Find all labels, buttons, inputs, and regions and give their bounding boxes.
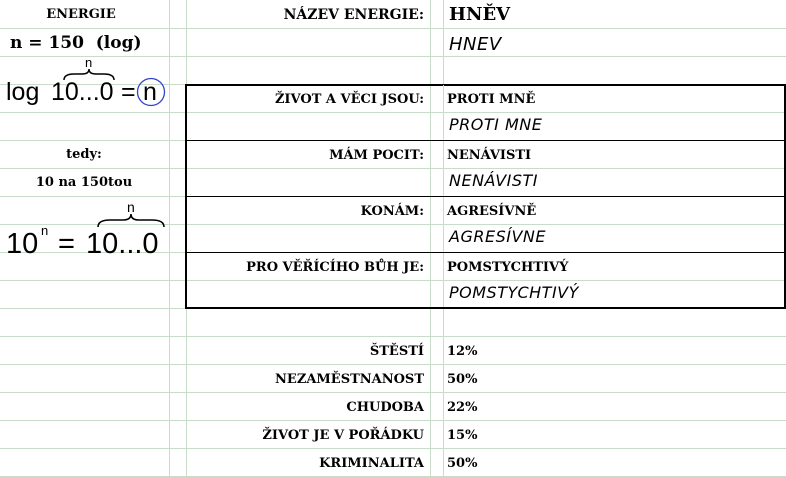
row-handwritten-pocit: NENÁVISTI	[449, 171, 539, 190]
row-handwritten-zivot: PROTI MNE	[449, 115, 543, 134]
row-label-pocit: MÁM POCIT:	[329, 148, 424, 163]
stat-label-nezamestnanost: NEZAMĚSTNANOST	[275, 372, 424, 387]
brace-icon	[62, 68, 116, 82]
power-brace-label: n	[127, 199, 135, 215]
log-n: n	[143, 78, 157, 106]
log-text: log	[6, 78, 40, 106]
log-number: 10...0	[51, 78, 114, 106]
stat-label-stesti: ŠTĚSTÍ	[369, 344, 424, 359]
row-handwritten-buh: POMSTYCHTIVÝ	[449, 283, 579, 302]
row-label-buh: PRO VĚŘÍCÍHO BŮH JE:	[246, 260, 424, 275]
row-value-buh: POMSTYCHTIVÝ	[447, 260, 569, 275]
stat-value-stesti: 12%	[447, 344, 478, 359]
stat-value-chudoba: 22%	[447, 400, 478, 415]
log-formula	[0, 56, 168, 112]
row-label-zivot: ŽIVOT A VĚCI JSOU:	[274, 92, 424, 107]
power-formula	[0, 196, 168, 266]
n-label: n = 150 (log)	[10, 33, 142, 53]
row-value-zivot: PROTI MNĚ	[447, 92, 536, 107]
stat-value-nezamestnanost: 50%	[447, 372, 478, 387]
energy-name-label: NÁZEV ENERGIE:	[283, 7, 424, 23]
box-separator	[186, 252, 785, 253]
ten-na-label: 10 na 150tou	[35, 175, 133, 190]
power-exp: n	[41, 223, 49, 238]
tedy-label: tedy:	[66, 147, 102, 162]
stat-label-zivot-poradku: ŽIVOT JE V POŘÁDKU	[262, 428, 424, 443]
energy-name-value: HNĚV	[449, 4, 511, 25]
stat-value-zivot-poradku: 15%	[447, 428, 478, 443]
brace-icon	[96, 213, 166, 229]
power-number: 10...0	[86, 228, 159, 260]
row-value-konam: AGRESÍVNĚ	[447, 204, 537, 219]
circle-highlight-icon	[136, 77, 166, 107]
box-separator	[186, 196, 785, 197]
power-equals: =	[58, 228, 75, 260]
stat-value-kriminalita: 50%	[447, 456, 478, 471]
stat-label-kriminalita: KRIMINALITA	[319, 456, 424, 471]
energy-name-handwritten: HNEV	[449, 34, 502, 55]
stat-label-chudoba: CHUDOBA	[346, 400, 424, 415]
power-base: 10	[6, 228, 39, 260]
log-brace-label: n	[85, 55, 93, 70]
energie-header: ENERGIE	[46, 7, 116, 22]
row-value-pocit: NENÁVISTI	[447, 148, 532, 163]
log-equals: =	[121, 78, 136, 106]
row-label-konam: KONÁM:	[360, 204, 424, 219]
box-separator	[186, 140, 785, 141]
row-handwritten-konam: AGRESÍVNE	[449, 227, 546, 246]
